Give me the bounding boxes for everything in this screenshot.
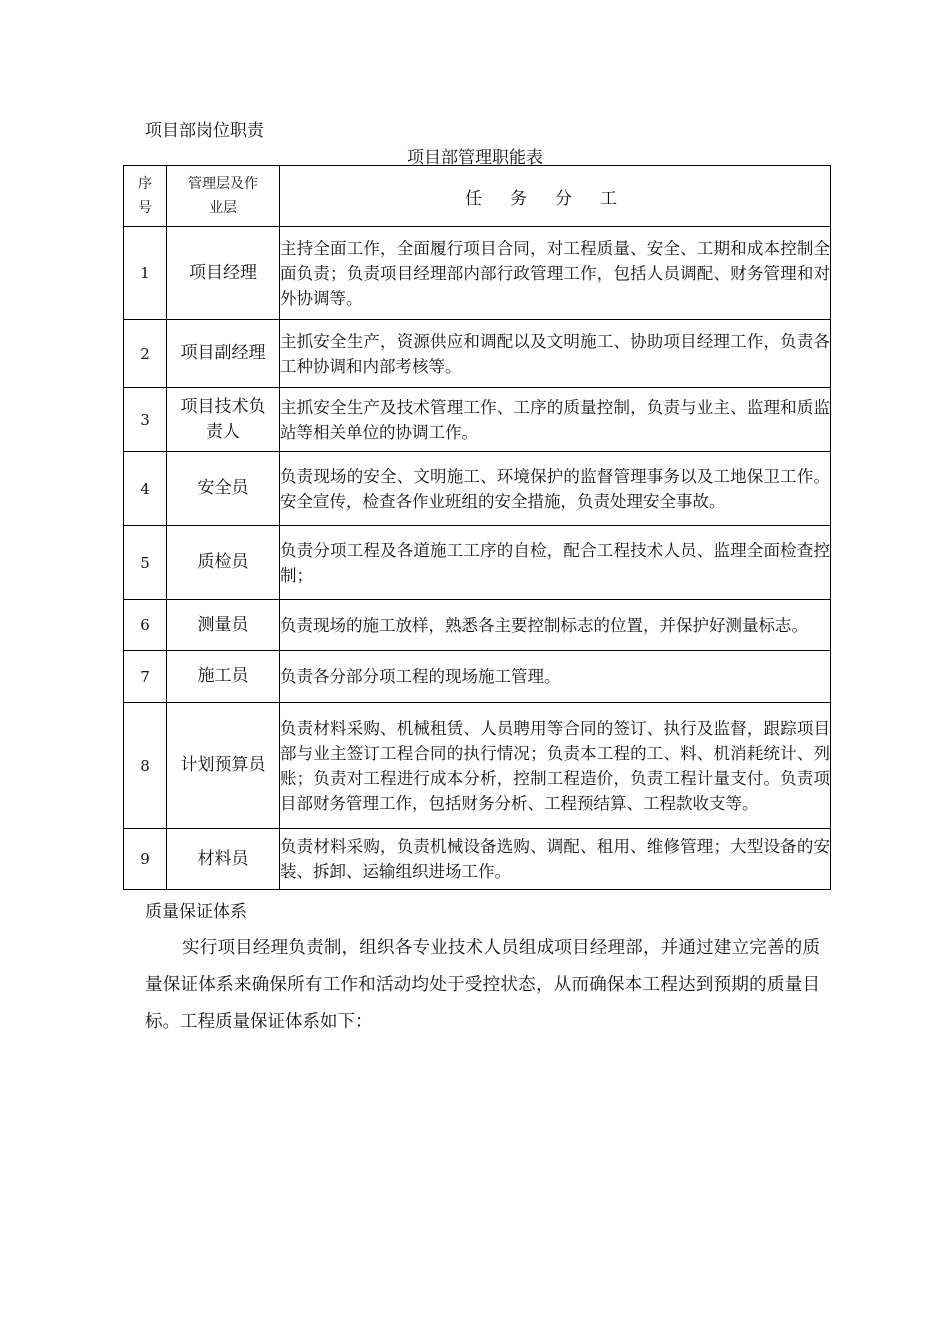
row-task: 主抓安全生产及技术管理工作、工序的质量控制，负责与业主、监理和质监站等相关单位的协调工作。 (280, 388, 831, 452)
row-role: 计划预算员 (167, 703, 280, 829)
table-row (124, 651, 831, 703)
row-role: 材料员 (167, 829, 280, 890)
row-role: 质检员 (167, 526, 280, 600)
row-no: 7 (124, 651, 167, 703)
header-role: 管理层及作业层 (167, 166, 280, 227)
table-row (124, 227, 831, 320)
section-title: 项目部岗位职责 (145, 121, 264, 141)
header-no: 序号 (124, 166, 167, 227)
row-role: 项目技术负责人 (167, 388, 280, 452)
table-row (124, 600, 831, 651)
row-no: 1 (124, 227, 167, 320)
row-no: 9 (124, 829, 167, 890)
row-role: 项目经理 (167, 227, 280, 320)
row-no: 6 (124, 600, 167, 651)
row-role: 安全员 (167, 452, 280, 526)
row-no: 3 (124, 388, 167, 452)
row-no: 2 (124, 320, 167, 388)
row-task: 负责现场的施工放样，熟悉各主要控制标志的位置，并保护好测量标志。 (280, 600, 831, 651)
row-task: 主持全面工作，全面履行项目合同，对工程质量、安全、工期和成本控制全面负责；负责项目经理部内部行政管理工作，包括人员调配、财务管理和对外协调等。 (280, 227, 831, 320)
row-no: 5 (124, 526, 167, 600)
row-role: 施工员 (167, 651, 280, 703)
table-row (124, 526, 831, 600)
row-task: 负责各分部分项工程的现场施工管理。 (280, 651, 831, 703)
duty-table (123, 165, 831, 890)
table-row (124, 320, 831, 388)
header-task: 任务分工 (280, 166, 831, 227)
quality-section-title: 质量保证体系 (145, 902, 247, 922)
row-task: 负责材料采购，负责机械设备选购、调配、租用、维修管理；大型设备的安装、拆卸、运输组织进场工作。 (280, 829, 831, 890)
row-task: 负责分项工程及各道施工工序的自检，配合工程技术人员、监理全面检查控制； (280, 526, 831, 600)
table-row (124, 388, 831, 452)
table-row (124, 452, 831, 526)
row-task: 负责材料采购、机械租赁、人员聘用等合同的签订、执行及监督，跟踪项目部与业主签订工程合同的执行情况；负责本工程的工、料、机消耗统计、列账；负责对工程进行成本分析，控制工程造价，负责工程计量支付。负责项目部财务管理工作，包括财务分析、工程预结算、工程款收支等。 (280, 703, 831, 829)
row-role: 测量员 (167, 600, 280, 651)
quality-paragraph: 实行项目经理负责制，组织各专业技术人员组成项目经理部，并通过建立完善的质量保证体系来确保所有工作和活动均处于受控状态，从而确保本工程达到预期的质量目标。工程质量保证体系如下： (145, 938, 820, 1032)
table-header-row (124, 166, 831, 227)
row-no: 8 (124, 703, 167, 829)
row-task: 主抓安全生产，资源供应和调配以及文明施工、协助项目经理工作，负责各工种协调和内部考核等。 (280, 320, 831, 388)
row-task: 负责现场的安全、文明施工、环境保护的监督管理事务以及工地保卫工作。安全宣传，检查各作业班组的安全措施，负责处理安全事故。 (280, 452, 831, 526)
row-role: 项目副经理 (167, 320, 280, 388)
row-no: 4 (124, 452, 167, 526)
table-row (124, 703, 831, 829)
table-row (124, 829, 831, 890)
table-caption: 项目部管理职能表 (407, 148, 543, 168)
